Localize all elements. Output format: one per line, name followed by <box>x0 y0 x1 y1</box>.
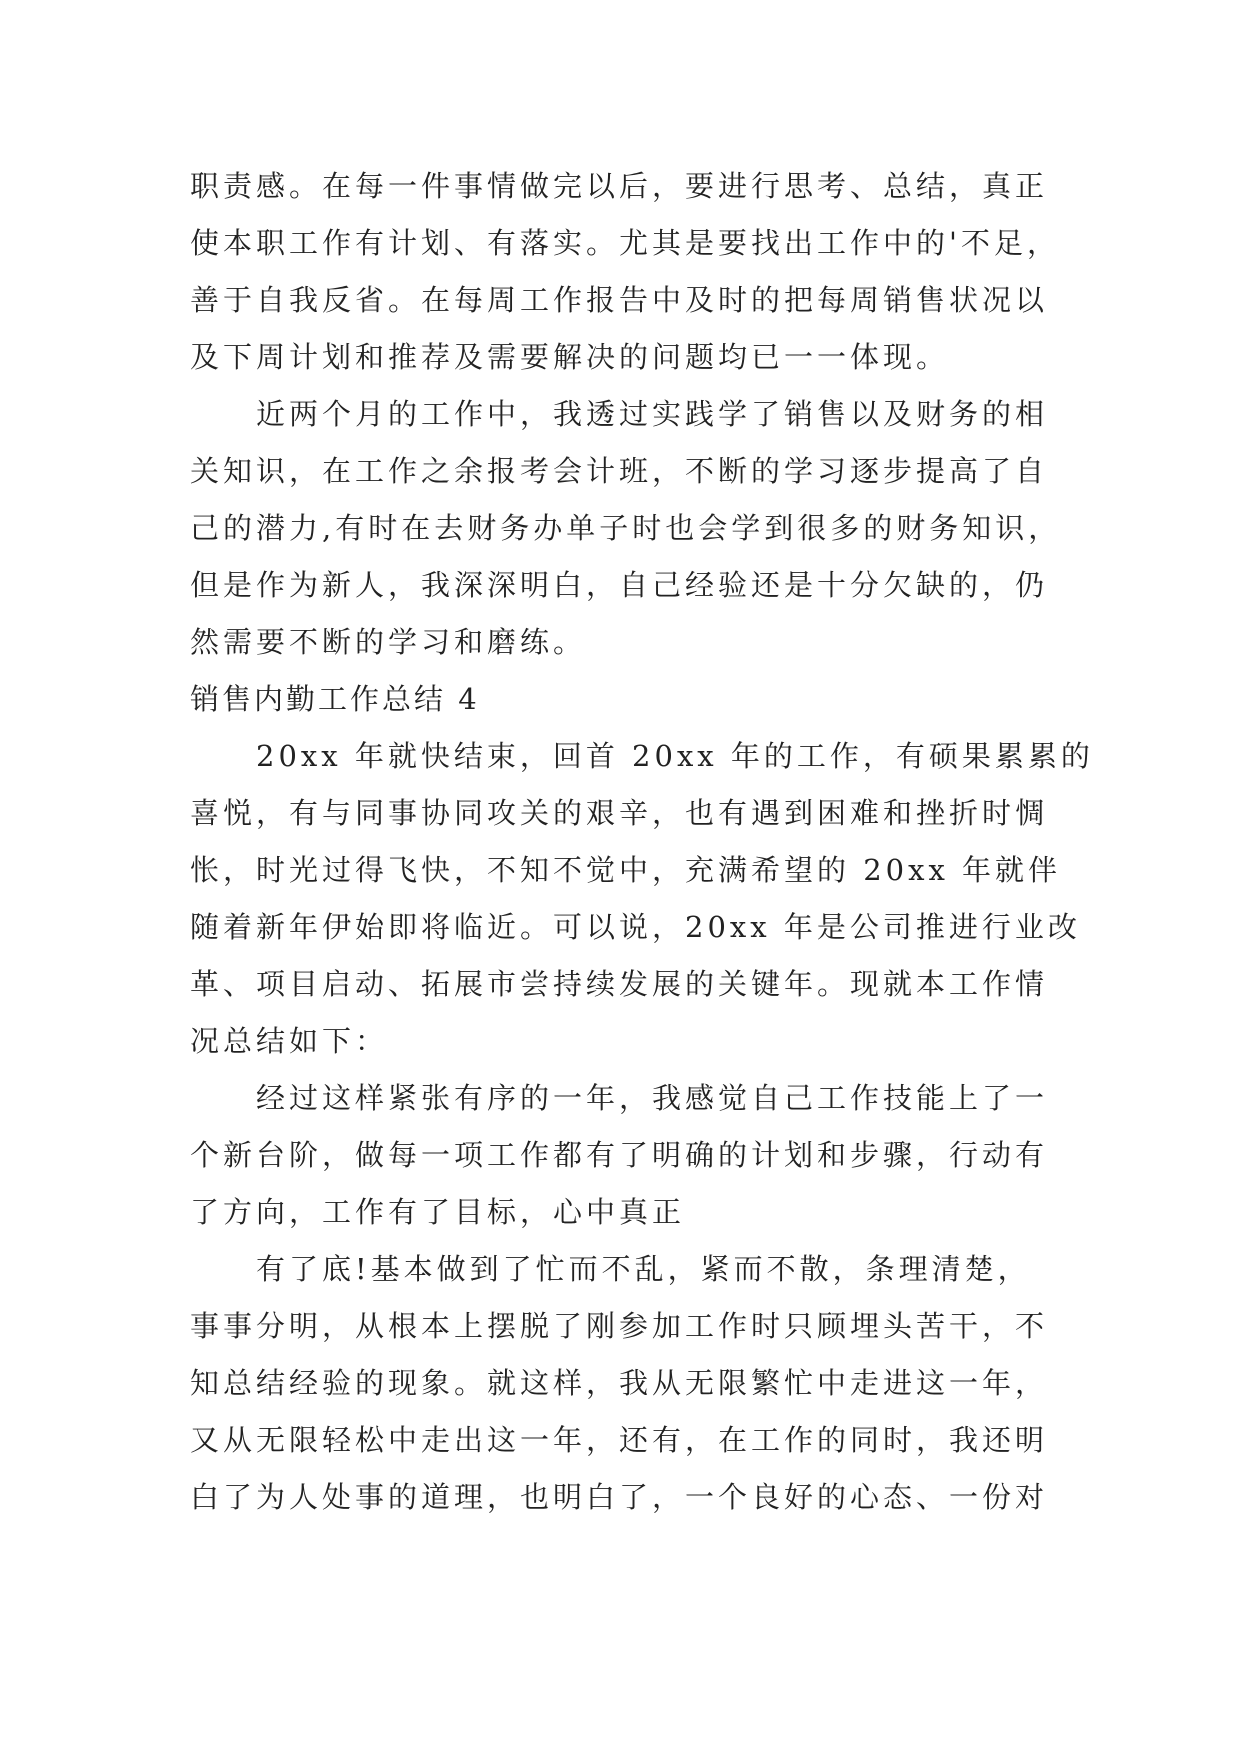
text-line-12: 喜悦，有与同事协同攻关的艰辛，也有遇到困难和挫折时惆 <box>190 796 1049 830</box>
text-line-13: 怅，时光过得飞快，不知不觉中，充满希望的 20xx 年就伴 <box>190 853 1062 887</box>
text-line-8: 但是作为新人，我深深明白，自己经验还是十分欠缺的，仍 <box>190 568 1049 602</box>
section-heading: 销售内勤工作总结 4 <box>190 682 480 716</box>
text-line-14: 随着新年伊始即将临近。可以说，20xx 年是公司推进行业改 <box>190 910 1081 944</box>
text-line-21: 事事分明，从根本上摆脱了刚参加工作时只顾埋头苦干，不 <box>190 1309 1049 1343</box>
text-line-22: 知总结经验的现象。就这样，我从无限繁忙中走进这一年， <box>190 1366 1049 1400</box>
text-line-20: 有了底!基本做到了忙而不乱，紧而不散，条理清楚， <box>256 1252 1031 1286</box>
text-line-16: 况总结如下： <box>190 1024 389 1058</box>
text-line-7: 己的潜力,有时在去财务办单子时也会学到很多的财务知识， <box>190 511 1062 545</box>
text-line-9: 然需要不断的学习和磨练。 <box>190 625 587 659</box>
text-line-2: 使本职工作有计划、有落实。尤其是要找出工作中的'不足， <box>190 226 1060 260</box>
text-line-3: 善于自我反省。在每周工作报告中及时的把每周销售状况以 <box>190 283 1049 317</box>
text-line-18: 个新台阶，做每一项工作都有了明确的计划和步骤，行动有 <box>190 1138 1049 1172</box>
text-line-15: 革、项目启动、拓展市尝持续发展的关键年。现就本工作情 <box>190 967 1049 1001</box>
text-line-6: 关知识，在工作之余报考会计班，不断的学习逐步提高了自 <box>190 454 1049 488</box>
text-line-19: 了方向，工作有了目标，心中真正 <box>190 1195 686 1229</box>
text-line-1: 职责感。在每一件事情做完以后，要进行思考、总结，真正 <box>190 169 1049 203</box>
text-line-23: 又从无限轻松中走出这一年，还有，在工作的同时，我还明 <box>190 1423 1049 1457</box>
text-line-11: 20xx 年就快结束，回首 20xx 年的工作，有硕果累累的 <box>256 739 1094 773</box>
text-line-17: 经过这样紧张有序的一年，我感觉自己工作技能上了一 <box>256 1081 1049 1115</box>
text-line-5: 近两个月的工作中，我透过实践学了销售以及财务的相 <box>256 397 1049 431</box>
document-body <box>190 158 1094 1526</box>
text-line-4: 及下周计划和推荐及需要解决的问题均已一一体现。 <box>190 340 950 374</box>
text-line-24: 白了为人处事的道理，也明白了，一个良好的心态、一份对 <box>190 1480 1049 1514</box>
